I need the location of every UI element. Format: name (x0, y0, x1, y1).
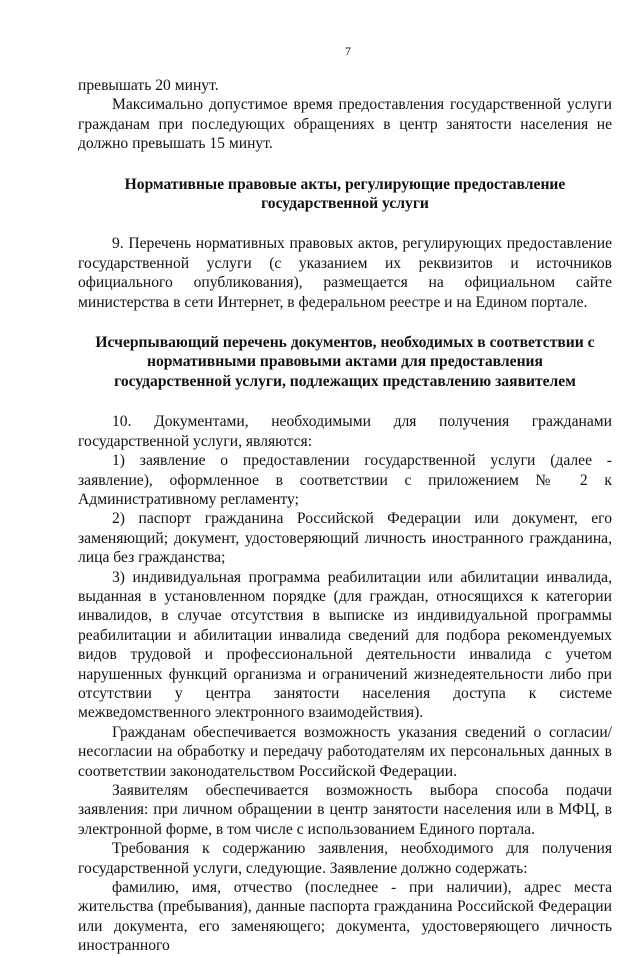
paragraph-continuation: превышать 20 минут. (78, 77, 219, 94)
page-number: 7 (345, 44, 351, 58)
paragraph-requirements: Требования к содержанию заявления, необходимого для получения государственной услуги, следующие. Заявление должно содержать: (78, 840, 612, 877)
section-heading-legal-acts: Нормативные правовые акты, регулирующие предоставление государственной услуги (124, 175, 566, 213)
document-page (78, 44, 612, 956)
list-item-application: 1) заявление о предоставлении государственной услуги (далее - заявление), оформленное в соответствии с приложением № 2 к Административному регламенту; (78, 452, 612, 508)
paragraph-section-9: 9. Перечень нормативных правовых актов, регулирующих предоставление государственной услуги (с указанием их реквизитов и источников официального опубликования), размещается на официальном сайте министерства в сети Интернет, в федеральном реестре и на Едином портале. (78, 235, 612, 311)
section-heading-documents: Исчерпывающий перечень документов, необходимых в соответствии с нормативными правовыми актами для предоставления государственной услуги, подлежащих представлению заявителем (95, 334, 595, 390)
paragraph-section-10-intro: 10. Документами, необходимыми для получения гражданами государственной услуги, являются: (78, 413, 612, 450)
list-item-passport: 2) паспорт гражданина Российской Федерации или документ, его заменяющий; документ, удостоверяющий личность иностранного гражданина, лица без гражданства; (78, 510, 612, 567)
paragraph-application-fields: фамилию, имя, отчество (последнее - при наличии), адрес места жительства (пребывания), данные паспорта гражданина Российской Федерации или документа, его заменяющего; документа, удостоверяющего личность иностранного (78, 879, 612, 955)
paragraph-max-wait-time: Максимально допустимое время предоставления государственной услуги гражданам при последующих обращениях в центр занятости населения не должно превышать 15 минут. (78, 96, 612, 153)
list-item-rehabilitation-program: 3) индивидуальная программа реабилитации или абилитации инвалида, выданная в установленном порядке (для граждан, относящихся к категории инвалидов, в случае отсутствия в выписке из индивидуальной программы реабилитации и абилитации инвалида сведений для подбора рекомендуемых видов трудовой и профессиональной деятельности инвалида с учетом нарушенных функций организма и ограничений жизнедеятельности либо при отсутствии у центра занятости населения доступа к системе межведомственного электронного взаимодействия). (78, 568, 612, 722)
paragraph-submission-methods: Заявителям обеспечивается возможность выбора способа подачи заявления: при личном обращении в центр занятости населения или в МФЦ, в электронной форме, в том числе с использованием Единого портала. (78, 782, 612, 838)
paragraph-consent: Гражданам обеспечивается возможность указания сведений о согласии/несогласии на обработку и передачу работодателям их персональных данных в соответствии законодательством Российской Федерации. (78, 723, 612, 780)
